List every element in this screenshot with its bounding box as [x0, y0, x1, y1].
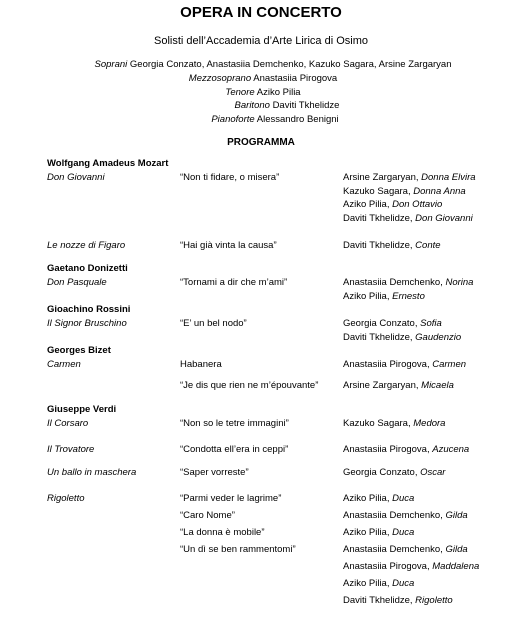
cast-entry: [343, 510, 468, 521]
character-name: Gaudenzio: [415, 332, 462, 343]
cast-entry: [343, 578, 414, 589]
cast-entry: [343, 186, 466, 197]
aria-title: “E’ un bel nodo”: [180, 318, 247, 329]
singer-name: Aziko Pilia,: [343, 527, 390, 538]
cast-entry: [343, 527, 414, 538]
opera-title: Rigoletto: [47, 493, 85, 504]
programme-heading: PROGRAMMA: [227, 137, 295, 148]
singer-name: Anastasiia Pirogova,: [343, 444, 430, 455]
singer-name: Kazuko Sagara,: [343, 418, 411, 429]
opera-title: Il Corsaro: [47, 418, 89, 429]
soloist-names: Daviti Tkhelidze: [272, 100, 340, 111]
character-name: Oscar: [420, 467, 446, 478]
singer-name: Daviti Tkhelidze,: [343, 213, 413, 224]
opera-title: Don Pasquale: [47, 277, 107, 288]
singer-name: Georgia Conzato,: [343, 467, 418, 478]
soloist-names: Aziko Pilia: [256, 87, 301, 98]
composer-name: Wolfgang Amadeus Mozart: [47, 158, 169, 169]
singer-name: Aziko Pilia,: [343, 493, 390, 504]
singer-name: Arsine Zargaryan,: [343, 380, 419, 391]
cast-entry: [343, 493, 414, 504]
singer-name: Daviti Tkhelidze,: [343, 240, 413, 251]
character-name: Maddalena: [432, 561, 480, 572]
opera-title: Il Signor Bruschino: [47, 318, 127, 329]
cast-entry: [343, 359, 466, 370]
cast-entry: [343, 467, 445, 478]
cast-entry: [343, 240, 441, 251]
character-name: Don Ottavio: [392, 199, 443, 210]
singer-name: Aziko Pilia,: [343, 578, 390, 589]
aria-title: “Non ti fidare, o misera”: [180, 172, 280, 183]
aria-title: “La donna è mobile”: [180, 527, 265, 538]
opera-title: Il Trovatore: [47, 444, 95, 455]
singer-name: Georgia Conzato,: [343, 318, 418, 329]
soloist-names: Alessandro Benigni: [256, 114, 339, 125]
soloist-line-tenore: [2, 87, 522, 98]
character-name: Ernesto: [392, 291, 425, 302]
cast-entry: [343, 199, 442, 210]
cast-entry: [343, 544, 468, 555]
character-name: Donna Elvira: [421, 172, 476, 183]
soloist-role: Soprani: [94, 59, 128, 70]
character-name: Duca: [392, 493, 415, 504]
composer-name: Gaetano Donizetti: [47, 263, 128, 274]
aria-title: Habanera: [180, 359, 222, 370]
character-name: Medora: [413, 418, 446, 429]
character-name: Norina: [445, 277, 474, 288]
cast-entry: [343, 277, 473, 288]
character-name: Gilda: [445, 544, 468, 555]
soloist-line-baritono: [26, 100, 522, 111]
opera-title: Carmen: [47, 359, 81, 370]
aria-title: “Je dis que rien ne m’épouvante”: [180, 380, 319, 391]
character-name: Gilda: [445, 510, 468, 521]
cast-entry: [343, 595, 453, 606]
soloist-names: Anastasiia Pirogova: [253, 73, 338, 84]
singer-name: Anastasiia Pirogova,: [343, 561, 430, 572]
soloist-role: Baritono: [234, 100, 270, 111]
cast-entry: [343, 561, 479, 572]
soloist-line-mezzosoprano: [2, 73, 522, 84]
aria-title: “Tornami a dir che m’ami”: [180, 277, 288, 288]
cast-entry: [343, 380, 454, 391]
cast-entry: [343, 213, 473, 224]
character-name: Donna Anna: [413, 186, 466, 197]
cast-entry: [343, 418, 445, 429]
cast-entry: [343, 291, 425, 302]
character-name: Azucena: [432, 444, 470, 455]
page-title: OPERA IN CONCERTO: [180, 4, 342, 21]
cast-entry: [343, 332, 461, 343]
soloist-role: Mezzosoprano: [188, 73, 252, 84]
singer-name: Kazuko Sagara,: [343, 186, 411, 197]
singer-name: Anastasiia Demchenko,: [343, 544, 443, 555]
singer-name: Anastasiia Demchenko,: [343, 277, 443, 288]
character-name: Sofia: [420, 318, 442, 329]
soloist-line-soprani: [12, 59, 522, 70]
opera-title: Un ballo in maschera: [47, 467, 137, 478]
character-name: Duca: [392, 578, 415, 589]
aria-title: “Saper vorreste”: [180, 467, 249, 478]
cast-entry: [343, 444, 469, 455]
aria-title: “Non so le tetre immagini”: [180, 418, 289, 429]
aria-title: “Condotta ell’era in ceppi”: [180, 444, 289, 455]
singer-name: Anastasiia Demchenko,: [343, 510, 443, 521]
composer-name: Georges Bizet: [47, 345, 111, 356]
cast-entry: [343, 172, 476, 183]
singer-name: Anastasiia Pirogova,: [343, 359, 430, 370]
character-name: Rigoletto: [415, 595, 453, 606]
aria-title: “Parmi veder le lagrime”: [180, 493, 282, 504]
composer-name: Giuseppe Verdi: [47, 404, 117, 415]
singer-name: Daviti Tkhelidze,: [343, 332, 413, 343]
soloist-role: Tenore: [225, 87, 255, 98]
singer-name: Arsine Zargaryan,: [343, 172, 419, 183]
character-name: Carmen: [432, 359, 467, 370]
aria-title: “Caro Nome”: [180, 510, 235, 521]
page-subtitle: Solisti dell’Accademia d’Arte Lirica di Osimo: [154, 35, 368, 47]
soloist-role: Pianoforte: [211, 114, 255, 125]
soloist-line-pianoforte: [14, 114, 522, 125]
character-name: Micaela: [421, 380, 454, 391]
character-name: Don Giovanni: [415, 213, 473, 224]
composer-name: Gioachino Rossini: [47, 304, 131, 315]
opera-title: Don Giovanni: [47, 172, 105, 183]
singer-name: Aziko Pilia,: [343, 199, 390, 210]
aria-title: “Hai già vinta la causa”: [180, 240, 277, 251]
character-name: Conte: [415, 240, 441, 251]
character-name: Duca: [392, 527, 415, 538]
singer-name: Daviti Tkhelidze,: [343, 595, 413, 606]
cast-entry: [343, 318, 442, 329]
opera-title: Le nozze di Figaro: [47, 240, 126, 251]
singer-name: Aziko Pilia,: [343, 291, 390, 302]
aria-title: “Un dì se ben rammentomi”: [180, 544, 296, 555]
soloist-names: Georgia Conzato, Anastasiia Demchenko, Kazuko Sagara, Arsine Zargaryan: [129, 59, 452, 70]
